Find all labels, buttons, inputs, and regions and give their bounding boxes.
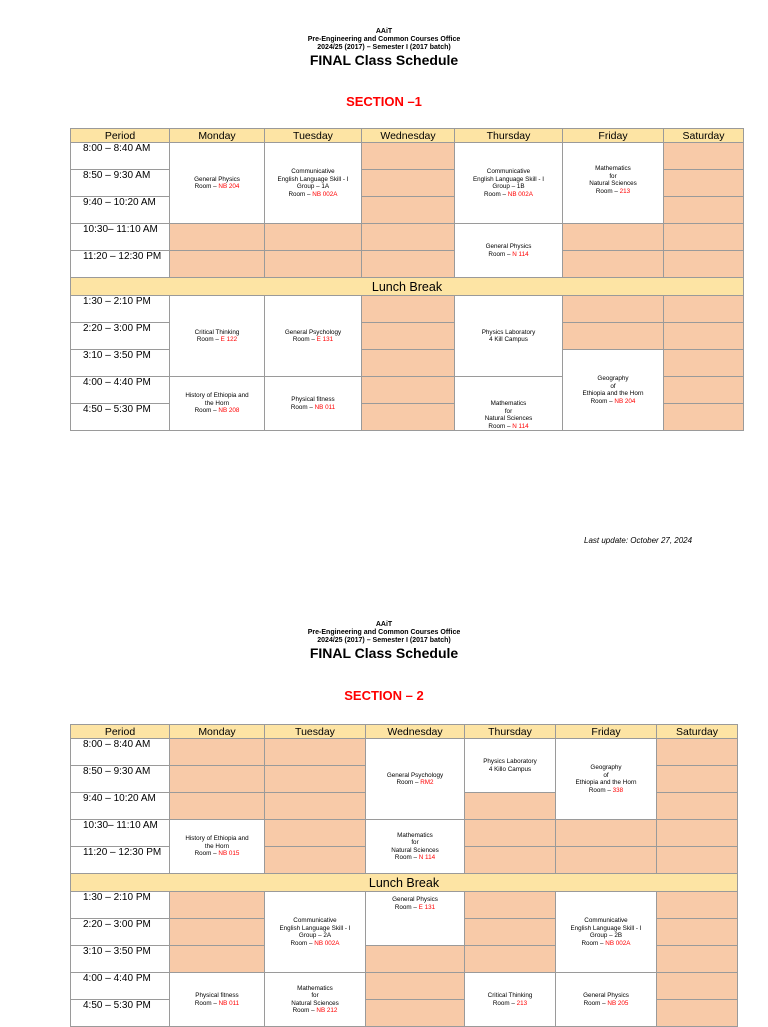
class-cell: Communicative English Language Skill - I Group – 1B Room – NB 002A bbox=[455, 143, 563, 224]
lunch-break: Lunch Break bbox=[71, 874, 738, 892]
period-cell: 2:20 – 3:00 PM bbox=[71, 919, 170, 946]
section2-table bbox=[70, 724, 738, 1027]
room-number: 213 bbox=[619, 187, 631, 195]
class-cell: General Psychology Room – RM2 bbox=[366, 739, 465, 820]
room-number: E 131 bbox=[418, 903, 436, 911]
table-row bbox=[71, 892, 738, 919]
period-cell: 8:50 – 9:30 AM bbox=[71, 170, 170, 197]
section1-table bbox=[70, 128, 744, 431]
class-cell: Geography of Ethiopia and the Horn Room – 338 bbox=[556, 739, 657, 820]
class-cell: General Psychology Room – E 131 bbox=[265, 296, 362, 377]
table-row bbox=[71, 820, 738, 847]
class-cell: Communicative English Language Skill - I Group – 1A Room – NB 002A bbox=[265, 143, 362, 224]
class-cell: Critical Thinking Room – E 122 bbox=[170, 296, 265, 377]
term-label: 2024/25 (2017) – Semester I (2017 batch) bbox=[317, 44, 451, 51]
section2-label: SECTION – 2 bbox=[344, 688, 424, 703]
section1-header bbox=[0, 28, 768, 68]
room-number: NB 011 bbox=[314, 403, 336, 411]
class-cell: General Physics Room – E 131 bbox=[366, 892, 465, 946]
room-line: Room – NB 204 bbox=[194, 183, 240, 190]
header-thursday: Thursday bbox=[465, 725, 556, 739]
table-row bbox=[71, 143, 744, 170]
period-cell: 8:00 – 8:40 AM bbox=[71, 143, 170, 170]
period-cell: 2:20 – 3:00 PM bbox=[71, 323, 170, 350]
period-cell: 9:40 – 10:20 AM bbox=[71, 793, 170, 820]
header-friday: Friday bbox=[563, 129, 664, 143]
header-tuesday: Tuesday bbox=[265, 725, 366, 739]
header-row bbox=[71, 129, 744, 143]
class-cell: History of Ethiopia and the Horn Room – NB 208 bbox=[170, 377, 265, 431]
header-thursday: Thursday bbox=[455, 129, 563, 143]
period-cell: 10:30– 11:10 AM bbox=[71, 224, 170, 251]
table-row bbox=[71, 296, 744, 323]
empty-cell bbox=[362, 143, 455, 170]
class-cell: Communicative English Language Skill - I Group – 2A Room – NB 002A bbox=[265, 892, 366, 973]
table-row bbox=[71, 739, 738, 766]
period-cell: 4:50 – 5:30 PM bbox=[71, 1000, 170, 1027]
room-number: 213 bbox=[516, 999, 528, 1007]
class-cell bbox=[170, 143, 265, 224]
period-cell: 11:20 – 12:30 PM bbox=[71, 251, 170, 278]
class-cell: Communicative English Language Skill - I Group – 2B Room – NB 002A bbox=[556, 892, 657, 973]
empty-cell bbox=[664, 143, 744, 170]
lunch-break: Lunch Break bbox=[71, 278, 744, 296]
header-saturday: Saturday bbox=[664, 129, 744, 143]
room-number: E 131 bbox=[316, 336, 334, 343]
org-name: AAiT bbox=[375, 28, 393, 35]
room-number: NB 002A bbox=[314, 939, 340, 947]
table-row bbox=[71, 224, 744, 251]
lunch-row bbox=[71, 874, 738, 892]
schedule-title: FINAL Class Schedule bbox=[309, 645, 459, 661]
class-cell: General Physics Room – N 114 bbox=[455, 224, 563, 278]
period-cell: 8:50 – 9:30 AM bbox=[71, 766, 170, 793]
period-cell: 4:00 – 4:40 PM bbox=[71, 973, 170, 1000]
period-cell: 9:40 – 10:20 AM bbox=[71, 197, 170, 224]
term-label: 2024/25 (2017) – Semester I (2017 batch) bbox=[317, 637, 451, 644]
period-cell: 8:00 – 8:40 AM bbox=[71, 739, 170, 766]
room-number: NB 212 bbox=[316, 1007, 338, 1014]
class-cell: Physical fitness Room – NB 011 bbox=[265, 377, 362, 431]
room-number: NB 205 bbox=[607, 999, 629, 1007]
header-period: Period bbox=[71, 725, 170, 739]
org-name: AAiT bbox=[375, 621, 393, 628]
room-number: NB 204 bbox=[614, 397, 636, 405]
table-row bbox=[71, 251, 744, 278]
class-cell: Mathematics for Natural Sciences Room – N 114 bbox=[455, 377, 563, 431]
lunch-row bbox=[71, 278, 744, 296]
office-name: Pre-Engineering and Common Courses Office bbox=[307, 36, 461, 43]
header-monday: Monday bbox=[170, 725, 265, 739]
period-cell: 4:00 – 4:40 PM bbox=[71, 377, 170, 404]
class-cell: Geography of Ethiopia and the Horn Room – NB 204 bbox=[563, 350, 664, 431]
last-update-note: Last update: October 27, 2024 bbox=[584, 536, 693, 545]
course-name: General Physics bbox=[194, 175, 240, 183]
class-cell: Physics Laboratory 4 Killo Campus bbox=[465, 739, 556, 793]
period-cell: 1:30 – 2:10 PM bbox=[71, 296, 170, 323]
office-name: Pre-Engineering and Common Courses Office bbox=[307, 629, 461, 636]
class-cell: Mathematics for Natural Sciences Room – N 114 bbox=[366, 820, 465, 874]
period-cell: 3:10 – 3:50 PM bbox=[71, 350, 170, 377]
room-number: NB 015 bbox=[218, 850, 240, 858]
room-number: N 114 bbox=[512, 422, 529, 430]
header-saturday: Saturday bbox=[657, 725, 738, 739]
header-friday: Friday bbox=[556, 725, 657, 739]
class-cell: Physical fitness Room – NB 011 bbox=[170, 973, 265, 1027]
class-cell: Mathematics for Natural Sciences Room – NB 212 bbox=[265, 973, 366, 1027]
section2-header bbox=[0, 621, 768, 661]
class-cell: Critical Thinking Room – 213 bbox=[465, 973, 556, 1027]
room-number: RM2 bbox=[420, 779, 434, 786]
room-number: NB 208 bbox=[218, 407, 240, 415]
header-tuesday: Tuesday bbox=[265, 129, 362, 143]
room-number: NB 002A bbox=[312, 190, 338, 198]
period-cell: 1:30 – 2:10 PM bbox=[71, 892, 170, 919]
period-cell: 3:10 – 3:50 PM bbox=[71, 946, 170, 973]
class-cell: History of Ethiopia and the Horn Room – NB 015 bbox=[170, 820, 265, 874]
header-monday: Monday bbox=[170, 129, 265, 143]
class-cell: General Physics Room – NB 205 bbox=[556, 973, 657, 1027]
room-number: N 114 bbox=[418, 854, 436, 861]
period-cell: 4:50 – 5:30 PM bbox=[71, 404, 170, 431]
class-cell: Mathematics for Natural Sciences Room – 213 bbox=[563, 143, 664, 224]
header-row bbox=[71, 725, 738, 739]
room-number: NB 011 bbox=[218, 999, 240, 1007]
room-number: N 114 bbox=[512, 250, 529, 258]
period-cell: 11:20 – 12:30 PM bbox=[71, 847, 170, 874]
schedule-title: FINAL Class Schedule bbox=[309, 52, 459, 68]
table-row bbox=[71, 973, 738, 1000]
room-number: E 122 bbox=[220, 336, 238, 343]
header-wednesday: Wednesday bbox=[366, 725, 465, 739]
header-wednesday: Wednesday bbox=[362, 129, 455, 143]
room-number: NB 204 bbox=[218, 183, 240, 190]
class-cell: Physics Laboratory 4 Kill Campus bbox=[455, 296, 563, 377]
section1-label: SECTION –1 bbox=[346, 94, 422, 109]
room-number: 338 bbox=[612, 786, 624, 794]
room-number: NB 002A bbox=[605, 939, 631, 947]
room-number: NB 002A bbox=[507, 190, 533, 198]
period-cell: 10:30– 11:10 AM bbox=[71, 820, 170, 847]
header-period: Period bbox=[71, 129, 170, 143]
